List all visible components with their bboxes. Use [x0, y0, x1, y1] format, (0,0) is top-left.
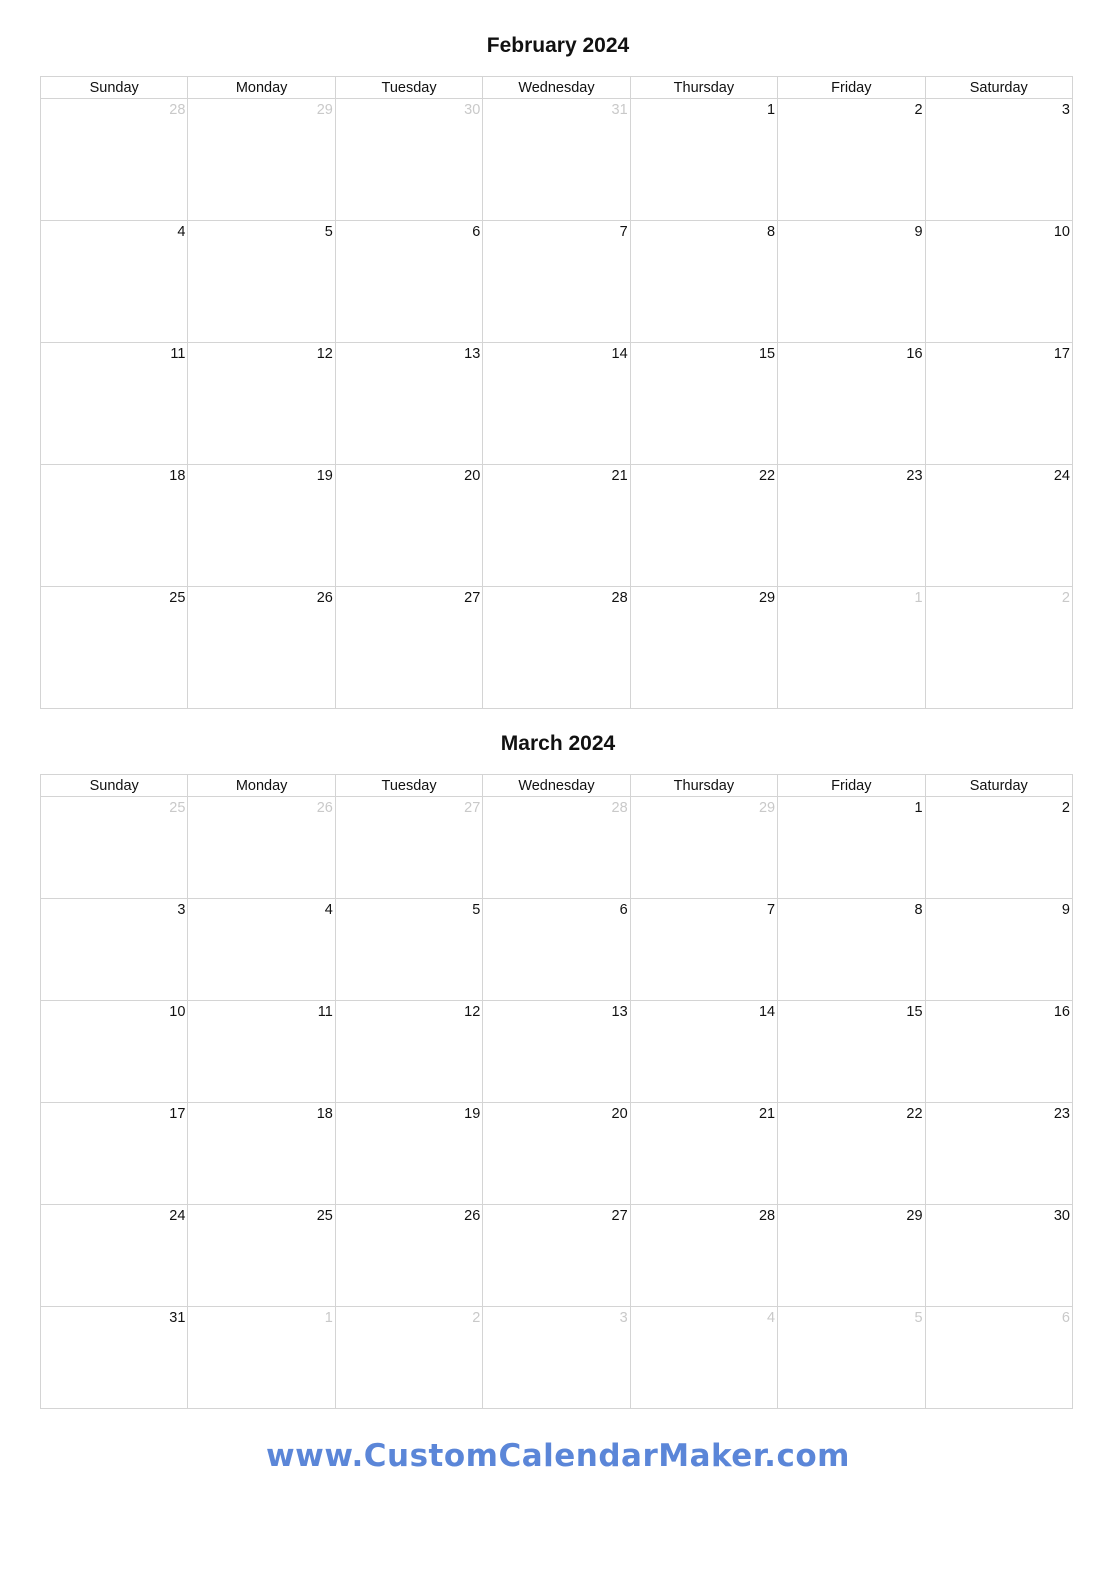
- day-number: 5: [472, 902, 481, 918]
- day-number: 15: [758, 346, 776, 362]
- day-number: 31: [169, 1310, 186, 1326]
- day-cell[interactable]: [925, 465, 1072, 587]
- day-number: 17: [1053, 346, 1070, 362]
- day-cell[interactable]: [630, 587, 777, 709]
- day-number-other-month: 28: [169, 102, 186, 118]
- day-number: 22: [906, 1106, 923, 1122]
- day-cell[interactable]: [335, 1205, 482, 1307]
- calendar-grid-february: [40, 76, 1073, 709]
- day-number-other-month: 30: [464, 102, 481, 118]
- day-number: 10: [1053, 224, 1070, 240]
- day-cell[interactable]: [778, 797, 925, 899]
- day-cell[interactable]: [483, 465, 630, 587]
- month-title-february: February 2024: [486, 34, 630, 57]
- day-cell[interactable]: [778, 465, 925, 587]
- day-number: 6: [472, 224, 481, 240]
- day-cell[interactable]: [41, 343, 188, 465]
- day-cell[interactable]: [41, 1307, 188, 1409]
- day-number: 16: [1053, 1004, 1070, 1020]
- day-number: 13: [464, 346, 481, 362]
- day-cell[interactable]: [778, 221, 925, 343]
- day-number: 2: [1061, 800, 1070, 816]
- day-number-other-month: 3: [619, 1310, 628, 1326]
- day-number: 5: [324, 224, 333, 240]
- day-number-other-month: 5: [914, 1310, 923, 1326]
- weekday-header: Friday: [778, 775, 925, 797]
- week-row: [41, 465, 1073, 587]
- week-row: [41, 343, 1073, 465]
- footer-website-link[interactable]: www.CustomCalendarMaker.com: [266, 1438, 850, 1474]
- weekday-header-row: [41, 77, 1073, 99]
- day-cell[interactable]: [41, 899, 188, 1001]
- day-number-other-month: 29: [758, 800, 776, 816]
- day-number: 27: [464, 590, 481, 606]
- day-cell[interactable]: [925, 1103, 1072, 1205]
- day-number: 26: [464, 1208, 481, 1224]
- day-number: 20: [464, 468, 481, 484]
- day-number: 16: [906, 346, 923, 362]
- weekday-header: Saturday: [925, 77, 1072, 99]
- day-cell[interactable]: [483, 1307, 630, 1409]
- weekday-header: Thursday: [630, 77, 777, 99]
- day-cell[interactable]: [925, 99, 1072, 221]
- day-cell[interactable]: [630, 99, 777, 221]
- day-cell[interactable]: [483, 1103, 630, 1205]
- day-number: 4: [177, 224, 186, 240]
- day-cell[interactable]: [188, 465, 335, 587]
- day-cell[interactable]: [41, 1001, 188, 1103]
- day-cell[interactable]: [778, 899, 925, 1001]
- weekday-header: Saturday: [925, 775, 1072, 797]
- day-cell[interactable]: [188, 587, 335, 709]
- day-number: 9: [1061, 902, 1070, 918]
- day-number: 27: [611, 1208, 628, 1224]
- day-number-other-month: 29: [316, 102, 333, 118]
- day-cell[interactable]: [335, 1307, 482, 1409]
- day-number: 10: [169, 1004, 186, 1020]
- day-number-other-month: 2: [472, 1310, 481, 1326]
- week-row: [41, 1103, 1073, 1205]
- day-cell[interactable]: [483, 343, 630, 465]
- day-cell[interactable]: [188, 1205, 335, 1307]
- month-title-march: March 2024: [500, 732, 616, 755]
- day-cell[interactable]: [925, 343, 1072, 465]
- day-cell[interactable]: [188, 1103, 335, 1205]
- day-number: 11: [317, 1004, 333, 1020]
- day-number: 12: [464, 1004, 481, 1020]
- day-number: 6: [619, 902, 628, 918]
- day-cell[interactable]: [41, 99, 188, 221]
- day-number-other-month: 31: [611, 102, 628, 118]
- day-cell[interactable]: [483, 1205, 630, 1307]
- week-row: [41, 587, 1073, 709]
- day-number: 18: [316, 1106, 333, 1122]
- day-number: 24: [1053, 468, 1070, 484]
- day-cell[interactable]: [41, 587, 188, 709]
- day-number: 12: [316, 346, 333, 362]
- day-cell[interactable]: [335, 465, 482, 587]
- day-cell[interactable]: [778, 1205, 925, 1307]
- day-number: 19: [316, 468, 333, 484]
- day-cell[interactable]: [335, 343, 482, 465]
- day-number: 26: [316, 590, 333, 606]
- week-row: [41, 797, 1073, 899]
- day-number: 8: [767, 224, 776, 240]
- day-number: 28: [758, 1208, 776, 1224]
- day-number: 23: [906, 468, 923, 484]
- day-cell[interactable]: [925, 587, 1072, 709]
- day-number-other-month: 2: [1061, 590, 1070, 606]
- day-number-other-month: 28: [611, 800, 628, 816]
- day-number: 18: [169, 468, 186, 484]
- day-cell[interactable]: [630, 1307, 777, 1409]
- weekday-header: Thursday: [630, 775, 777, 797]
- day-number: 29: [758, 590, 776, 606]
- day-number: 24: [169, 1208, 186, 1224]
- weekday-header: Wednesday: [483, 77, 630, 99]
- weekday-header: Tuesday: [335, 77, 482, 99]
- day-cell[interactable]: [483, 99, 630, 221]
- day-cell[interactable]: [41, 221, 188, 343]
- day-cell[interactable]: [41, 465, 188, 587]
- week-row: [41, 1307, 1073, 1409]
- day-cell[interactable]: [188, 899, 335, 1001]
- day-cell[interactable]: [925, 221, 1072, 343]
- day-number: 21: [611, 468, 628, 484]
- weekday-header: Sunday: [41, 775, 188, 797]
- weekday-header-row: [41, 775, 1073, 797]
- day-number-other-month: 4: [767, 1310, 776, 1326]
- day-cell[interactable]: [630, 1001, 777, 1103]
- day-cell[interactable]: [925, 899, 1072, 1001]
- day-cell[interactable]: [483, 587, 630, 709]
- day-number: 3: [1061, 102, 1070, 118]
- day-cell[interactable]: [188, 1001, 335, 1103]
- day-number: 8: [914, 902, 923, 918]
- day-cell[interactable]: [188, 99, 335, 221]
- day-number: 13: [611, 1004, 628, 1020]
- day-cell[interactable]: [630, 465, 777, 587]
- day-cell[interactable]: [483, 221, 630, 343]
- day-number-other-month: 25: [169, 800, 186, 816]
- day-cell[interactable]: [188, 343, 335, 465]
- day-number-other-month: 1: [914, 590, 923, 606]
- day-cell[interactable]: [335, 797, 482, 899]
- day-cell[interactable]: [630, 797, 777, 899]
- day-number: 20: [611, 1106, 628, 1122]
- weekday-header: Monday: [188, 77, 335, 99]
- day-number: 22: [758, 468, 776, 484]
- day-cell[interactable]: [925, 1205, 1072, 1307]
- day-cell[interactable]: [335, 99, 482, 221]
- day-cell[interactable]: [335, 899, 482, 1001]
- day-number: 3: [177, 902, 186, 918]
- day-cell[interactable]: [925, 1001, 1072, 1103]
- day-number: 1: [914, 800, 923, 816]
- day-number: 7: [619, 224, 628, 240]
- day-cell[interactable]: [41, 797, 188, 899]
- week-row: [41, 221, 1073, 343]
- day-cell[interactable]: [483, 899, 630, 1001]
- day-number: 21: [758, 1106, 776, 1122]
- day-number: 25: [316, 1208, 333, 1224]
- day-cell[interactable]: [778, 1103, 925, 1205]
- day-cell[interactable]: [630, 899, 777, 1001]
- day-number: 4: [324, 902, 333, 918]
- day-cell[interactable]: [630, 221, 777, 343]
- day-number: 14: [758, 1004, 776, 1020]
- day-cell[interactable]: [335, 221, 482, 343]
- week-row: [41, 1205, 1073, 1307]
- weekday-header: Monday: [188, 775, 335, 797]
- day-cell[interactable]: [335, 587, 482, 709]
- day-cell[interactable]: [483, 797, 630, 899]
- day-cell[interactable]: [483, 1001, 630, 1103]
- day-number: 28: [611, 590, 628, 606]
- weekday-header: Friday: [778, 77, 925, 99]
- day-cell[interactable]: [778, 1307, 925, 1409]
- day-number: 11: [170, 346, 186, 362]
- day-cell[interactable]: [188, 221, 335, 343]
- day-number: 30: [1053, 1208, 1070, 1224]
- weekday-header: Sunday: [41, 77, 188, 99]
- calendar-grid-march: [40, 774, 1073, 1409]
- day-cell[interactable]: [630, 343, 777, 465]
- week-row: [41, 899, 1073, 1001]
- weekday-header: Tuesday: [335, 775, 482, 797]
- day-cell[interactable]: [778, 1001, 925, 1103]
- day-cell[interactable]: [41, 1103, 188, 1205]
- day-number-other-month: 1: [324, 1310, 333, 1326]
- day-number: 25: [169, 590, 186, 606]
- day-cell[interactable]: [188, 1307, 335, 1409]
- day-number-other-month: 26: [316, 800, 333, 816]
- day-number: 1: [767, 102, 776, 118]
- day-number-other-month: 6: [1061, 1310, 1070, 1326]
- day-cell[interactable]: [335, 1001, 482, 1103]
- day-number: 15: [906, 1004, 923, 1020]
- day-number-other-month: 27: [464, 800, 481, 816]
- day-cell[interactable]: [778, 343, 925, 465]
- day-number: 14: [611, 346, 628, 362]
- day-cell[interactable]: [630, 1103, 777, 1205]
- week-row: [41, 99, 1073, 221]
- day-number: 19: [464, 1106, 481, 1122]
- day-number: 17: [169, 1106, 186, 1122]
- day-cell[interactable]: [188, 797, 335, 899]
- day-number: 9: [914, 224, 923, 240]
- week-row: [41, 1001, 1073, 1103]
- day-cell[interactable]: [41, 1205, 188, 1307]
- day-cell[interactable]: [335, 1103, 482, 1205]
- day-cell[interactable]: [778, 587, 925, 709]
- day-cell[interactable]: [925, 797, 1072, 899]
- day-number: 29: [906, 1208, 923, 1224]
- day-cell[interactable]: [630, 1205, 777, 1307]
- day-number: 7: [767, 902, 776, 918]
- day-cell[interactable]: [925, 1307, 1072, 1409]
- weekday-header: Wednesday: [483, 775, 630, 797]
- day-cell[interactable]: [778, 99, 925, 221]
- day-number: 2: [914, 102, 923, 118]
- day-number: 23: [1053, 1106, 1070, 1122]
